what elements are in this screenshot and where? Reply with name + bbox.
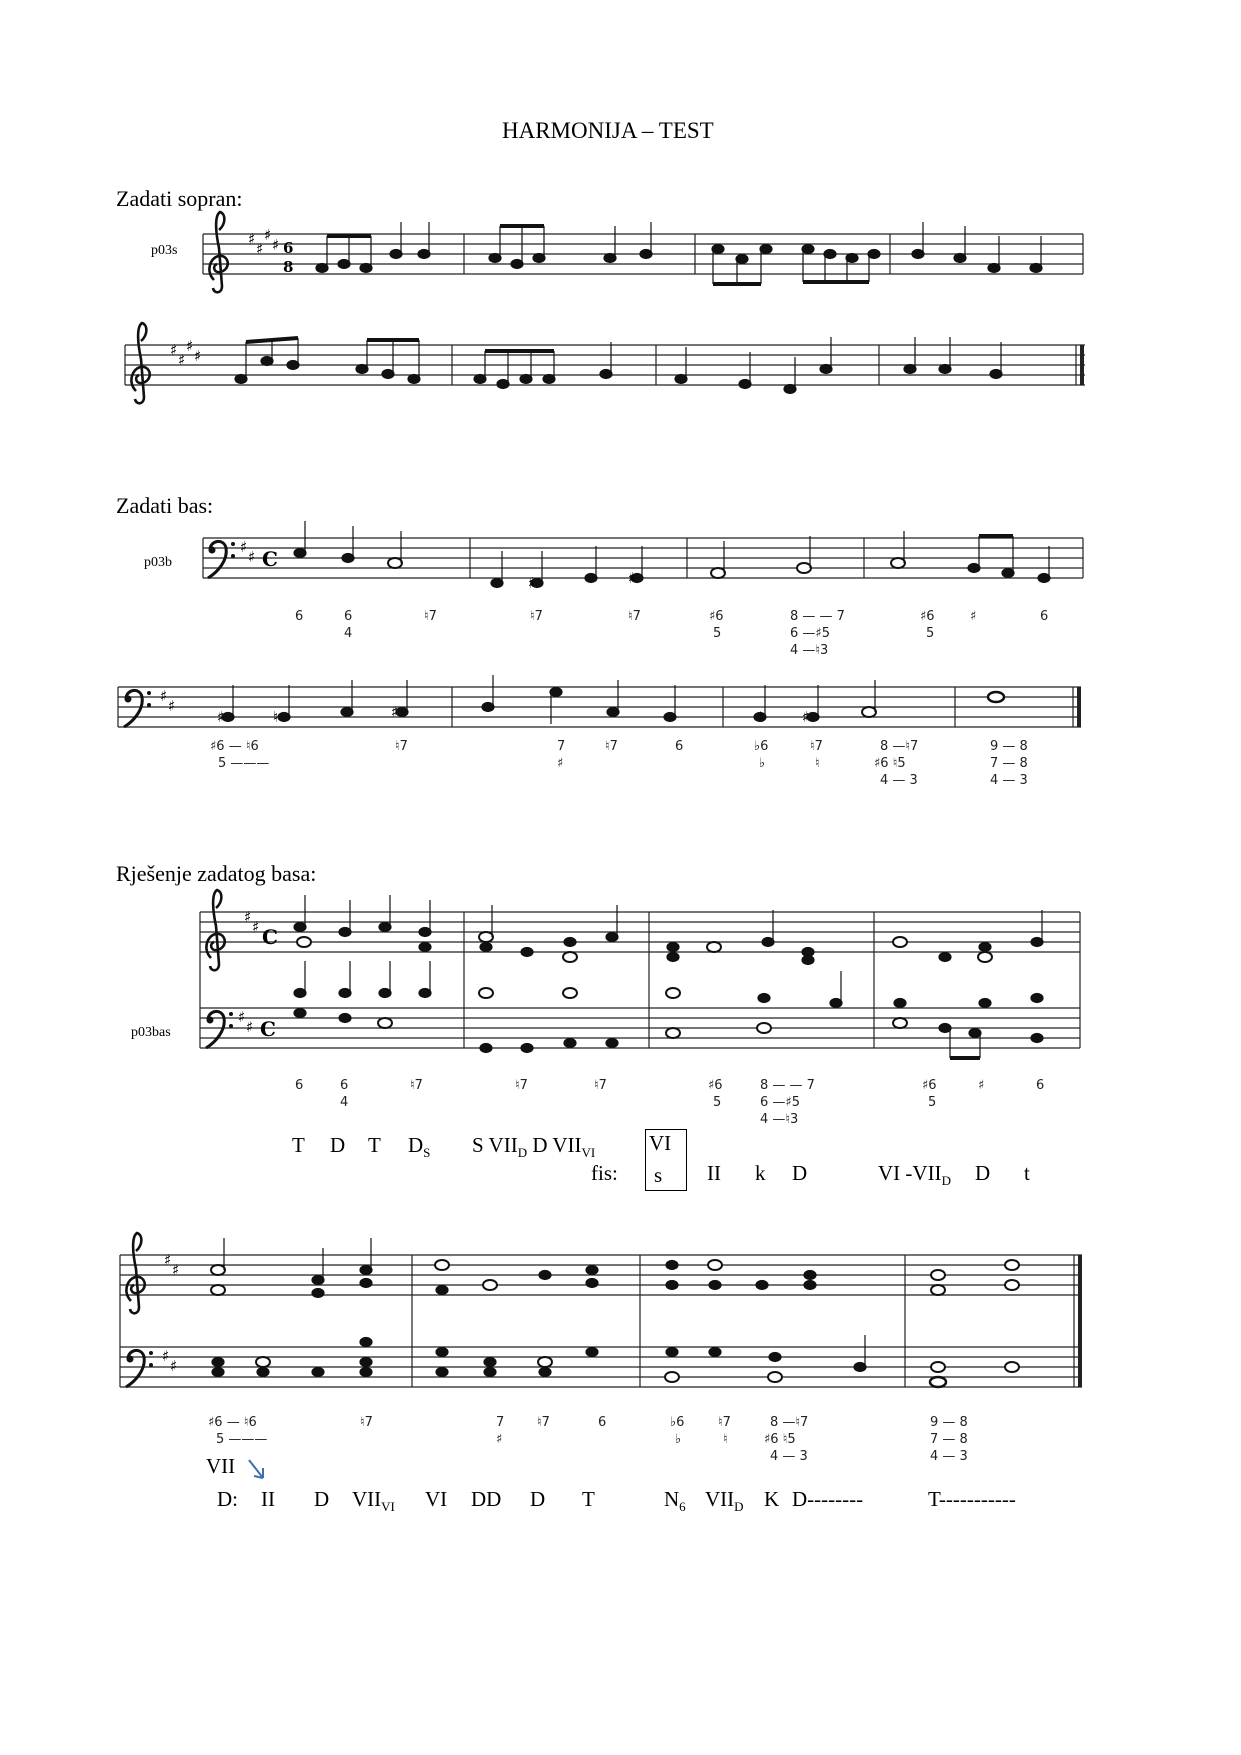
figure: 7 — 8 <box>930 1432 968 1447</box>
svg-text:♯: ♯ <box>164 1251 172 1269</box>
svg-text:C: C <box>260 1017 276 1041</box>
svg-text:♯: ♯ <box>264 226 272 244</box>
svg-text:♯: ♯ <box>528 574 536 592</box>
figure: ♮7 <box>605 739 618 754</box>
svg-text:♯: ♯ <box>246 1018 254 1036</box>
figure: 6 —♯5 <box>790 626 830 641</box>
figure: ♯6 <box>709 609 724 624</box>
figure: 5 <box>713 626 722 641</box>
svg-text:♯: ♯ <box>160 687 168 705</box>
figure: ♯6 — ♮6 <box>210 739 259 754</box>
analysis-symbol: $VII_{VI}$ <box>352 1487 395 1515</box>
svg-text:♯: ♯ <box>802 708 810 726</box>
figure: 8 — — 7 <box>760 1078 815 1093</box>
figure: 4 <box>344 626 353 641</box>
analysis-symbol: $VII_D$ <box>705 1487 744 1515</box>
figure: ♮7 <box>628 609 641 624</box>
svg-text:♯: ♯ <box>256 240 264 258</box>
svg-text:♯: ♯ <box>168 697 176 715</box>
figure: ♭6 <box>754 739 769 754</box>
svg-text:♯: ♯ <box>172 1261 180 1279</box>
figure: 7 <box>496 1415 505 1430</box>
figure: ♮7 <box>537 1415 550 1430</box>
analysis-symbol: S $VII_D$ D $VII_{VI}$ <box>472 1133 596 1161</box>
boxed-chord-top: VI <box>649 1131 672 1155</box>
svg-text:♯: ♯ <box>252 918 260 936</box>
analysis-symbol: T----------- <box>928 1487 1016 1511</box>
common-time: C <box>262 547 278 571</box>
figure: ♮ <box>723 1432 728 1447</box>
analysis-symbol: II <box>707 1161 721 1185</box>
figure: ♮7 <box>810 739 823 754</box>
svg-text:♯: ♯ <box>170 1357 178 1375</box>
figure: 6 <box>340 1078 349 1093</box>
figure: ♯ <box>496 1432 503 1447</box>
soprano-exercise-label: p03s <box>151 243 178 258</box>
analysis-symbol: D <box>314 1487 330 1511</box>
figure: ♯6 — ♮6 <box>208 1415 257 1430</box>
svg-text:♮: ♮ <box>273 708 279 726</box>
figure: ♮7 <box>424 609 437 624</box>
figure: 5 <box>928 1095 937 1110</box>
bass-exercise-label: p03b <box>144 555 172 570</box>
analysis-symbol: DD <box>471 1487 502 1511</box>
svg-text:♯: ♯ <box>628 569 636 587</box>
boxed-chord-bottom: s <box>654 1163 663 1187</box>
figure: ♮7 <box>718 1415 731 1430</box>
bass-section-heading: Zadati bas: <box>116 493 214 518</box>
figure: ♮7 <box>530 609 543 624</box>
analysis-symbol: t <box>1024 1161 1030 1185</box>
figure: 4 — 3 <box>990 773 1028 788</box>
figure: 4 — 3 <box>770 1449 808 1464</box>
figure: 4 —♮3 <box>760 1112 799 1127</box>
analysis-symbol: T <box>292 1133 305 1157</box>
analysis-symbol: VI <box>425 1487 448 1511</box>
analysis-symbol: D <box>330 1133 346 1157</box>
figure: 8 —♮7 <box>880 739 919 754</box>
analysis-symbol: $D_S$ <box>408 1133 431 1161</box>
analysis-symbol: K <box>764 1487 780 1511</box>
analysis-symbol: D <box>975 1161 991 1185</box>
figure: ♮7 <box>360 1415 373 1430</box>
svg-text:♯: ♯ <box>194 347 202 365</box>
figure: 4 — 3 <box>930 1449 968 1464</box>
figure: 6 <box>1036 1078 1045 1093</box>
meter-top: 6 <box>283 239 294 257</box>
key-label-fis: fis: <box>591 1161 618 1185</box>
figure: 5 <box>926 626 935 641</box>
figure: 4 —♮3 <box>790 643 829 658</box>
figure: ♯6 ♮5 <box>764 1432 796 1447</box>
svg-text:♯: ♯ <box>217 708 225 726</box>
figure: ♯ <box>557 756 564 771</box>
figure: ♮7 <box>515 1078 528 1093</box>
figure: ♯6 <box>922 1078 937 1093</box>
svg-text:♯: ♯ <box>248 548 256 566</box>
analysis-symbol: D <box>530 1487 546 1511</box>
svg-text:♯: ♯ <box>248 230 256 248</box>
analysis-symbol: k <box>755 1161 766 1185</box>
figure: ♭6 <box>670 1415 685 1430</box>
figure: ♯ <box>970 609 977 624</box>
figure: 6 <box>295 609 304 624</box>
figure: ♯6 <box>708 1078 723 1093</box>
figure: 6 <box>598 1415 607 1430</box>
figure: 6 <box>1040 609 1049 624</box>
svg-text:♯: ♯ <box>170 341 178 359</box>
meter-bottom: 8 <box>283 258 294 276</box>
figure: 5 ——— <box>216 1432 268 1447</box>
analysis-symbol: D <box>792 1161 808 1185</box>
figure: 4 <box>340 1095 349 1110</box>
annotation-arrow <box>249 1460 263 1478</box>
analysis-symbol-vii: VII <box>206 1454 236 1478</box>
figure: 9 — 8 <box>930 1415 968 1430</box>
svg-text:♯: ♯ <box>238 1008 246 1026</box>
figure: 9 — 8 <box>990 739 1028 754</box>
key-label-d: D: <box>217 1487 238 1511</box>
svg-text:♯: ♯ <box>162 1347 170 1365</box>
figure: 5 <box>713 1095 722 1110</box>
analysis-symbol: D-------- <box>792 1487 864 1511</box>
figure: ♭ <box>759 756 766 771</box>
figure: 7 — 8 <box>990 756 1028 771</box>
svg-text:♯: ♯ <box>272 236 280 254</box>
svg-text:♯: ♯ <box>244 908 252 926</box>
solution-section-heading: Rješenje zadatog basa: <box>116 861 317 886</box>
figure: ♯6 <box>920 609 935 624</box>
figure: 6 <box>344 609 353 624</box>
svg-text:♯: ♯ <box>240 538 248 556</box>
figure: 5 ——— <box>218 756 270 771</box>
figure: ♭ <box>675 1432 682 1447</box>
analysis-symbol: T <box>582 1487 595 1511</box>
bass-staff-1 <box>203 538 1083 578</box>
analysis-symbol: II <box>261 1487 275 1511</box>
svg-text:♯: ♯ <box>391 703 399 721</box>
figure: ♮ <box>815 756 820 771</box>
figure: 7 <box>557 739 566 754</box>
svg-text:♯: ♯ <box>178 351 186 369</box>
svg-text:♮: ♮ <box>759 708 765 726</box>
page-title: HARMONIJA – TEST <box>502 118 714 143</box>
figure: ♮7 <box>410 1078 423 1093</box>
analysis-symbol: VI $-VII_D$ <box>878 1161 951 1189</box>
figure: ♯ <box>978 1078 985 1093</box>
figure: 6 —♯5 <box>760 1095 800 1110</box>
figure: ♯6 ♮5 <box>874 756 906 771</box>
bass-staff-2 <box>118 687 1081 727</box>
figure: ♮7 <box>594 1078 607 1093</box>
solution-exercise-label: p03bas <box>131 1025 171 1040</box>
svg-text:C: C <box>262 925 278 949</box>
solution-treble-staff-1 <box>200 912 1080 952</box>
soprano-section-heading: Zadati sopran: <box>116 186 243 211</box>
figure: 6 <box>675 739 684 754</box>
analysis-symbol: T <box>368 1133 381 1157</box>
figure: 8 — — 7 <box>790 609 845 624</box>
figure: 8 —♮7 <box>770 1415 809 1430</box>
figure: 4 — 3 <box>880 773 918 788</box>
figure: 6 <box>295 1078 304 1093</box>
analysis-symbol: $N_6$ <box>664 1487 686 1515</box>
svg-text:♯: ♯ <box>186 337 194 355</box>
figure: ♮7 <box>395 739 408 754</box>
